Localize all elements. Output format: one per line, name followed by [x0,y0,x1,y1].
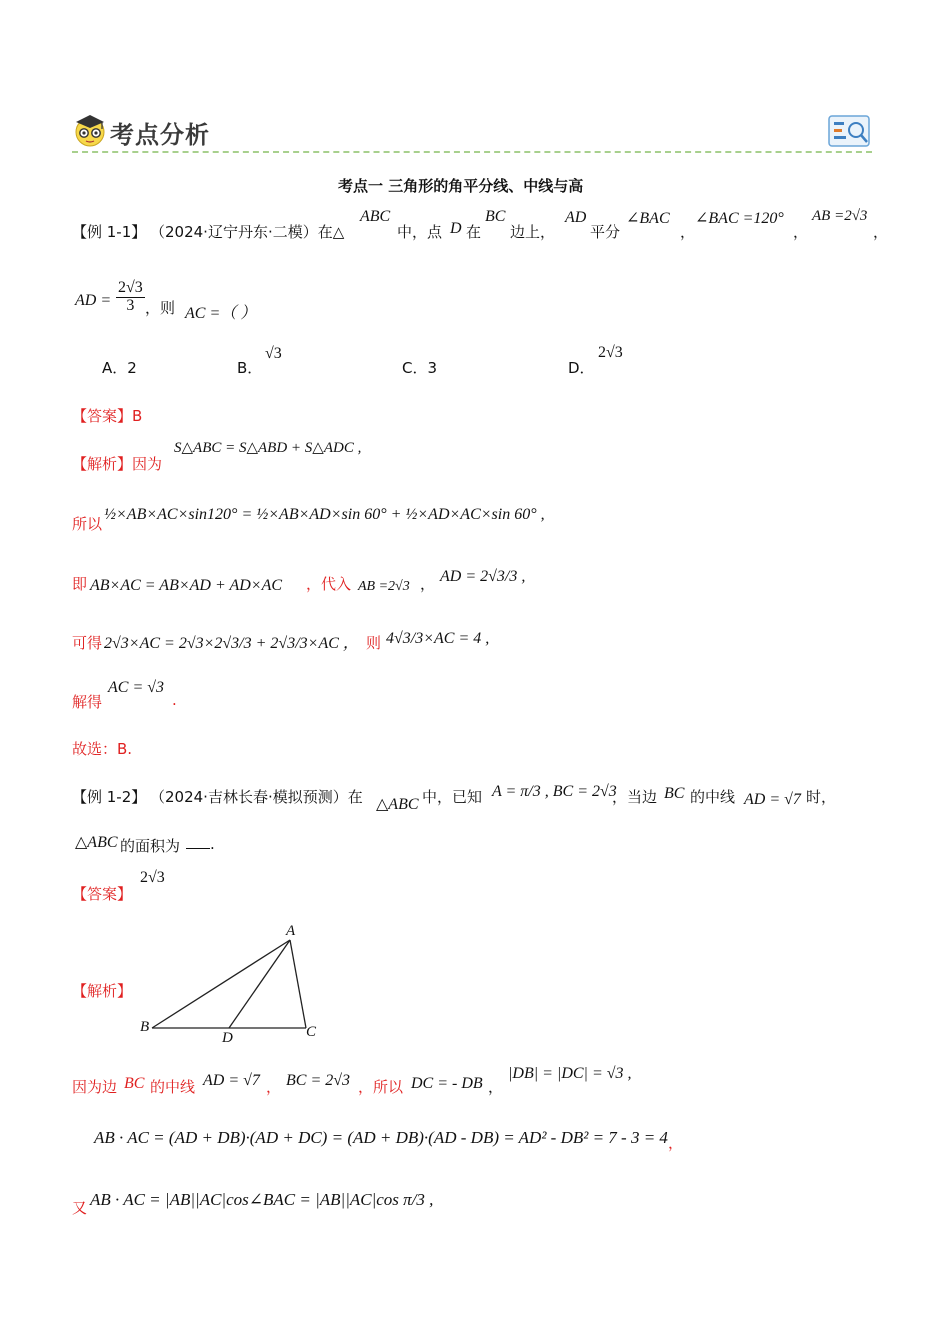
example2-answer-label: 【答案】 [72,885,133,903]
example1-mid: 中，点 [397,223,443,241]
example1-get: 可得 [72,634,103,652]
example1-d: D [450,220,462,237]
example1-ab: AB =2√3 [812,208,868,224]
header-divider [72,151,872,153]
example1-edge: 边上， [510,223,556,241]
example1-solve: 解得 [72,693,103,711]
example1-so: 所以 [72,515,103,533]
example2-area-tri: △ABC [75,834,118,851]
example1-bisect: 平分 [590,223,621,241]
comma: ， [668,1134,684,1152]
example2-analysis-label: 【解析】 [72,982,133,1000]
example1-get-then: 则 [366,634,382,652]
vertex-d-label: D [222,1030,233,1046]
example1-label: 【例 1-1】 [72,223,147,241]
example2-ad: AD = √7 [744,791,801,808]
example1-answer: 【答案】B [72,407,143,425]
header-search-icon [828,113,872,149]
example1-sub-ab: AB =2√3 [358,579,410,594]
example2-mid: 中，已知 [422,788,483,806]
median-ad [229,940,290,1028]
period: . [172,691,177,709]
example2-tri: △ABC [376,796,419,813]
example1-bc: BC [485,208,506,225]
example2-when: ，当边 [612,788,658,806]
option-b: B． [237,359,263,377]
example1-solve-math: AC = √3 [108,679,165,696]
example2-area-text: 的面积为 [120,837,181,855]
example1-source: （2024·辽宁丹东·二模）在△ [150,223,345,241]
example1-angle: ∠BAC [626,210,670,227]
side-ab [152,940,290,1028]
example2-line3-a: 又 [72,1199,88,1217]
comma: ， [266,1078,282,1096]
example2-line2: AB · AC = (AD + DB)·(AD + DC) = (AD + DB)·(AD - DB) = AD² - DB² = 7 - 3 = 4 [94,1128,668,1147]
example2-line1-abs: |DB| = |DC| = √3 , [508,1065,632,1082]
frac-den: 3 [126,296,135,314]
example2-line3-math: AB · AC = |AB||AC|cos∠BAC = |AB||AC|cos π/3 , [90,1190,434,1209]
option-c: C．3 [402,359,438,377]
example2-median: 的中线 [690,788,736,806]
comma: ， [488,1078,504,1096]
example2-label: 【例 1-2】 [72,788,147,806]
example1-choose: 故选：B. [72,740,133,758]
option-d-value: 2√3 [598,344,623,361]
example1-abc: ABC [360,208,391,225]
example1-get-result: 4√3/3×AC = 4 , [386,630,490,647]
example1-get-math: 2√3×AC = 2√3×2√3/3 + 2√3/3×AC ， [104,635,359,652]
example2-cond: A = π/3 , BC = 2√3 [492,783,617,800]
example1-area-eq: S△ABC = S△ABD + S△ADC , [174,440,362,456]
example1-ad-eq: AD = [75,292,112,309]
vertex-b-label: B [140,1019,150,1035]
example2-line1-ad: AD = √7 [203,1072,260,1089]
option-d: D． [568,359,595,377]
header-title: 考点分析 [110,121,210,149]
example1-so-math: ½×AB×AC×sin120° = ½×AB×AD×sin 60° + ½×AD×AC×sin 60° , [104,506,545,523]
example2-line1-so: ，所以 [358,1078,404,1096]
vertex-c-label: C [306,1024,317,1040]
example2-line1-b: 的中线 [150,1078,196,1096]
example1-ad: AD [565,209,587,226]
example2-line1-bcv: BC = 2√3 [286,1072,351,1089]
example2-time: 时， [806,788,837,806]
example2-bc: BC [664,785,685,802]
option-a: A．2 [102,359,137,377]
example2-answer-value: 2√3 [140,869,165,886]
example1-ad-frac [114,280,147,315]
comma: ， [793,223,809,241]
comma: ， [680,223,696,241]
example1-ie-math: AB×AC = AB×AD + AD×AC [90,577,283,594]
section-title: 考点一 三角形的角平分线、中线与高 [338,177,584,195]
frac-num: 2√3 [118,279,143,296]
example2-line1-dc: DC = - DB [411,1075,483,1092]
example2-line1-bc: BC [124,1075,145,1092]
example1-substitute: ，代入 [306,575,352,593]
example1-ac: AC =（ ） [185,305,257,322]
header-mascot-icon [72,112,108,148]
comma: ， [420,575,436,593]
example1-sub-ad: AD = 2√3/3 , [440,568,526,585]
comma: ， [873,223,889,241]
example1-ie: 即 [72,575,88,593]
example1-then: ，则 [145,299,176,317]
example1-on: 在 [466,223,482,241]
option-b-value: √3 [265,345,282,362]
example1-analysis-label: 【解析】因为 [72,455,163,473]
side-ac [290,940,306,1028]
example1-angle-value: ∠BAC =120° [695,210,784,227]
example2-line1-a: 因为边 [72,1078,118,1096]
vertex-a-label: A [286,923,296,939]
example2-source: （2024·吉林长春·模拟预测）在 [150,788,363,806]
answer-blank: . [186,835,215,853]
